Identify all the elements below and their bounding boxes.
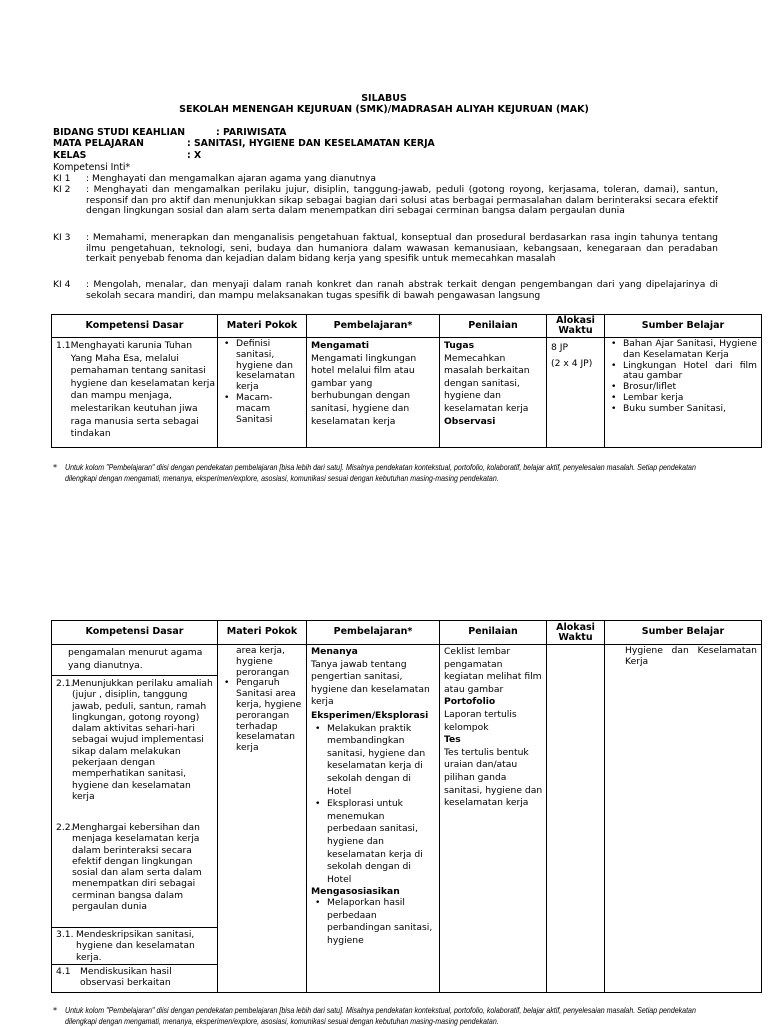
sumber-item: • Lingkungan Hotel dari film atau gambar bbox=[623, 361, 757, 383]
field-label: BIDANG STUDI KEAHLIAN bbox=[53, 127, 185, 138]
sumber-item: • Buku sumber Sanitasi, bbox=[623, 404, 757, 415]
field-label: MATA PELAJARAN bbox=[53, 138, 144, 149]
sumber-item: • Brosur/liflet bbox=[623, 382, 757, 393]
col-header-penilaian: Penilaian bbox=[440, 315, 547, 338]
materi-cell bbox=[218, 338, 306, 446]
alokasi-value: 8 JP bbox=[551, 342, 569, 353]
kd-cell bbox=[52, 645, 217, 991]
penilaian-text: Ceklist lembar pengamatan kegiatan melihat film atau gambar bbox=[444, 646, 542, 695]
table-header-row bbox=[52, 621, 762, 645]
pembelajaran-heading: Eksperimen/Eksplorasi bbox=[311, 709, 429, 721]
footnote-asterisk: * bbox=[53, 462, 58, 472]
pembelajaran-heading: Mengasosiasikan bbox=[311, 886, 400, 898]
ki-text: : Mengolah, menalar, dan menyaji dalam ranah konkret dan ranah abstrak terkait dengan pengembangan dari yang dipelajarinya di sekolah secara mandiri, dan mampu melaksanakan tugas spesifik di bawah pengawasan langsung bbox=[86, 279, 718, 301]
kd-item bbox=[52, 676, 217, 822]
field-value: : X bbox=[187, 150, 202, 161]
penilaian-heading: Tes bbox=[444, 734, 461, 746]
syllabus-table-1 bbox=[51, 314, 762, 448]
kd-text: Menghargai kebersihan dan menjaga keselamatan kerja dalam berinteraksi secara efektif dengan lingkungan sosial dan alam serta dalam menempatkan diri sebagai cerminan bangsa dalam pergaulan dunia bbox=[72, 822, 202, 913]
ki-label: KI 4 bbox=[53, 279, 71, 290]
field-value: : SANITASI, HYGIENE DAN KESELAMATAN KERJA bbox=[187, 138, 435, 149]
sumber-item: • Bahan Ajar Sanitasi, Hygiene dan Keselamatan Kerja bbox=[623, 339, 757, 361]
col-header-sumber: Sumber Belajar bbox=[605, 621, 762, 645]
col-header-alokasi: Alokasi Waktu bbox=[547, 315, 605, 338]
sumber-continuation: Hygiene dan Keselamatan Kerja bbox=[625, 645, 757, 667]
materi-item: • Pengaruh Sanitasi area kerja, hygiene perorangan terhadap keselamatan kerja bbox=[236, 678, 304, 754]
penilaian-text: Laporan tertulis kelompok bbox=[444, 708, 517, 733]
ki-label: KI 2 bbox=[53, 184, 71, 195]
pembelajaran-text: Tanya jawab tentang pengertian sanitasi, hygiene dan keselamatan kerja bbox=[311, 658, 430, 708]
pembelajaran-item: • Melakukan praktik membandingkan sanitasi, hygiene dan keselamatan kerja di sekolah dengan di Hotel bbox=[327, 723, 436, 799]
pembelajaran-item: • Eksplorasi untuk menemukan perbedaan sanitasi, hygiene dan keselamatan kerja di sekolah dengan di Hotel bbox=[327, 798, 436, 886]
col-header-kd: Kompetensi Dasar bbox=[52, 621, 218, 645]
col-header-materi: Materi Pokok bbox=[218, 621, 307, 645]
penilaian-heading: Observasi bbox=[444, 415, 496, 427]
ki-heading-text: Kompetensi Inti* bbox=[53, 162, 131, 173]
kd-continuation: pengamalan menurut agama yang dianutnya. bbox=[52, 645, 217, 676]
penilaian-cell bbox=[440, 645, 546, 992]
materi-cell bbox=[218, 645, 306, 992]
alokasi-value: (2 x 4 JP) bbox=[551, 358, 593, 369]
footnote: Untuk kolom "Pembelajaran" diisi dengan pendekatan pembelajaran [bisa lebih dari satu]. Misalnya pendekatan kontekstual, portofolio, kolaboratif, belajar aktif, penyelesaian masalah. Setiap pendekatan dilengkapi dengan mengamati, menanya, eksperimen/explore, asosiasi, komunikasi sesuai dengan kebutuhan masing-masing pendekatan. bbox=[65, 1006, 696, 1026]
kd-item bbox=[52, 822, 217, 928]
penilaian-text: Tes tertulis bentuk uraian dan/atau pilihan ganda sanitasi, hygiene dan keselamatan kerja bbox=[444, 746, 543, 809]
col-header-penilaian: Penilaian bbox=[440, 621, 547, 645]
alokasi-cell bbox=[547, 645, 604, 991]
ki-4 bbox=[53, 280, 718, 304]
kd-item bbox=[56, 340, 215, 441]
table-row bbox=[52, 338, 762, 448]
kd-number: 2.1. bbox=[56, 678, 74, 689]
penilaian-text: Memecahkan masalah berkaitan dengan sanitasi, hygiene dan keselamatan kerja bbox=[444, 352, 530, 414]
table-header-row bbox=[52, 315, 762, 338]
col-header-alokasi: Alokasi Waktu bbox=[547, 621, 605, 645]
kd-number: 4.1 bbox=[56, 966, 71, 977]
col-header-sumber: Sumber Belajar bbox=[605, 315, 762, 338]
penilaian-cell bbox=[440, 338, 546, 447]
sumber-item: • Lembar kerja bbox=[623, 393, 757, 404]
footnote: Untuk kolom "Pembelajaran" diisi dengan pendekatan pembelajaran [bisa lebih dari satu]. Misalnya pendekatan kontekstual, portofolio, kolaboratif, belajar aktif, penyelesaian masalah. Setiap pendekatan dilengkapi dengan mengamati, menanya, eksperimen/explore, asosiasi, komunikasi sesuai dengan kebutuhan masing-masing pendekatan. bbox=[65, 463, 696, 483]
ki-2 bbox=[53, 185, 718, 233]
col-header-pembelajaran: Pembelajaran* bbox=[307, 315, 440, 338]
sumber-cell bbox=[605, 338, 761, 446]
penilaian-heading: Tugas bbox=[444, 340, 475, 351]
document-title: SILABUS bbox=[361, 93, 407, 104]
ki-label: KI 1 bbox=[53, 173, 71, 184]
kd-number: 2.2. bbox=[56, 822, 74, 833]
kd-text: Menghayati karunia Tuhan Yang Maha Esa, melalui pemahaman tentang sanitasi hygiene dan keselamatan kerja dan mampu menjaga, melestarikan keutuhan jiwa raga manusia serta sebagai tindakan bbox=[70, 340, 215, 440]
ki-3 bbox=[53, 233, 718, 281]
kd-text: Mendeskripsikan sanitasi, hygiene dan keselamatan kerja. bbox=[76, 929, 195, 963]
pembelajaran-item: • Melaporkan hasil perbedaan perbandingan sanitasi, hygiene bbox=[327, 897, 436, 947]
col-header-pembelajaran: Pembelajaran* bbox=[307, 621, 440, 645]
sumber-cell bbox=[605, 645, 761, 992]
field-label: KELAS bbox=[53, 150, 87, 161]
col-header-materi: Materi Pokok bbox=[218, 315, 307, 338]
pembelajaran-heading: Menanya bbox=[311, 646, 358, 657]
penilaian-heading: Portofolio bbox=[444, 696, 496, 708]
materi-item: • Definisi sanitasi, hygiene dan keselamatan kerja bbox=[236, 339, 304, 393]
col-header-kd: Kompetensi Dasar bbox=[52, 315, 218, 338]
kd-item bbox=[52, 965, 217, 989]
materi-continuation: area kerja, hygiene perorangan bbox=[236, 645, 290, 678]
ki-text: : Memahami, menerapkan dan menganalisis pengetahuan faktual, konseptual dan prosedural berdasarkan rasa ingin tahunya tentang ilmu pengetahuan, teknologi, seni, budaya dan humaniora dalam wawasan kemanusiaan, kebangsaan, kenegaraan dan peradaban terkait penyebab fenoma dan kejadian dalam bidang kerja yang spesifik untuk memecahkan masalah bbox=[86, 232, 718, 265]
alokasi-cell bbox=[547, 338, 604, 447]
ki-text: : Menghayati dan mengamalkan perilaku jujur, disiplin, tanggung-jawab, peduli (gotong royong, kerjasama, toleran, damai), santun, responsif dan pro aktif dan menunjukkan sikap sebagai bagian dari solusi atas berbagai permasalahan dalam berinteraksi secara efektif dengan lingkungan sosial dan alam serta dalam menempatkan diri sebagai cerminan bangsa dalam pergaulan dunia bbox=[86, 184, 718, 217]
pembelajaran-cell bbox=[307, 645, 439, 992]
kd-text: Mendiskusikan hasil observasi berkaitan bbox=[80, 966, 172, 989]
materi-item: • Macam-macam Sanitasi bbox=[236, 393, 304, 425]
kd-text: Menunjukkan perilaku amaliah (jujur , disiplin, tanggung jawab, peduli, santun, ramah lingkungan, gotong royong) dalam aktivitas sehari-hari sebagai wujud implementasi sikap dalam melakukan pekerjaan dengan memperhatikan sanitasi, hygiene dan keselamatan kerja bbox=[72, 678, 213, 802]
pembelajaran-heading: Mengamati bbox=[311, 340, 370, 351]
kd-number: 1.1 bbox=[56, 340, 71, 351]
ki-text: : Menghayati dan mengamalkan ajaran agama yang dianutnya bbox=[86, 173, 376, 184]
document-subtitle: SEKOLAH MENENGAH KEJURUAN (SMK)/MADRASAH ALIYAH KEJURUAN (MAK) bbox=[179, 104, 589, 115]
pembelajaran-cell bbox=[307, 338, 439, 447]
ki-label: KI 3 bbox=[53, 232, 71, 243]
field-value: : PARIWISATA bbox=[216, 127, 287, 138]
pembelajaran-text: Mengamati lingkungan hotel melalui film atau gambar yang berhubungan dengan sanitasi, hygiene dan keselamatan kerja bbox=[311, 352, 417, 427]
kd-number: 3.1. bbox=[56, 929, 74, 940]
table-row bbox=[52, 645, 762, 993]
kd-item bbox=[52, 928, 217, 965]
kd-cell bbox=[52, 338, 217, 447]
footnote-asterisk: * bbox=[53, 1005, 58, 1015]
syllabus-table-2 bbox=[51, 620, 762, 993]
